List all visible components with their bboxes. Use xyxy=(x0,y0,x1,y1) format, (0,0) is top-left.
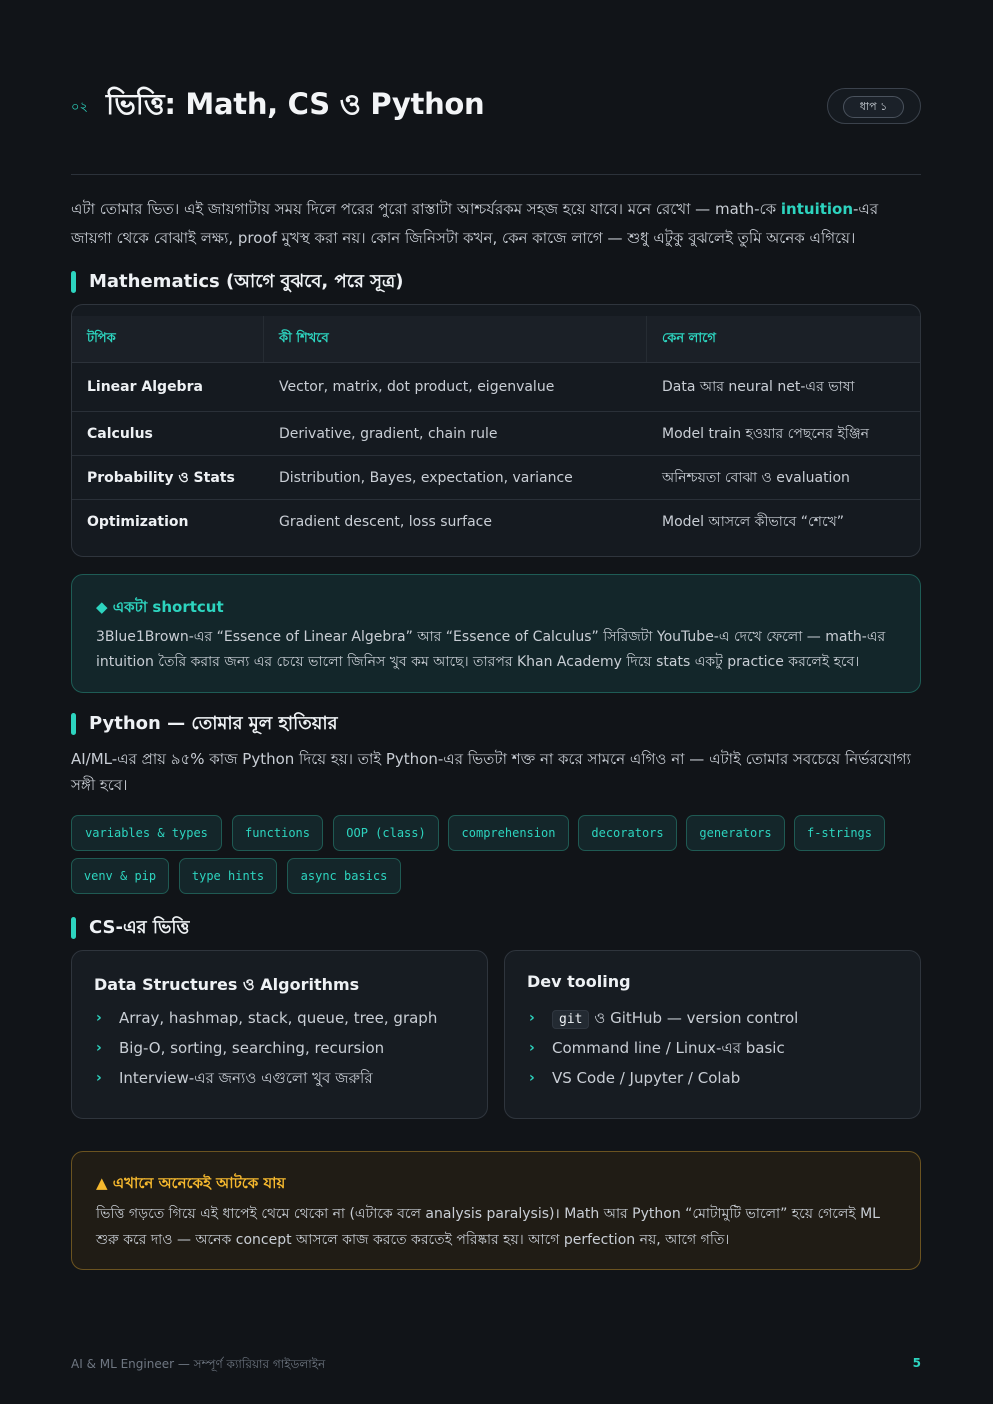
why-cell: Model আসলে কীভাবে “শেখে” xyxy=(662,514,845,530)
chevron-right-icon: › xyxy=(96,1010,102,1026)
chapter-header xyxy=(71,82,921,130)
shortcut-title: ◆ একটা shortcut xyxy=(96,598,224,616)
list-item xyxy=(94,1007,474,1037)
intro-text-before: এটা তোমার ভিত। এই জায়গাটায় সময় দিলে পরের পুরো রাস্তাটা আশ্চর্যরকম সহজ হয়ে যাবে। মনে রেখো — math-কে xyxy=(71,200,781,218)
learn-cell: Distribution, Bayes, expectation, variance xyxy=(279,469,573,486)
column-header-topic: টপিক xyxy=(72,316,264,362)
chevron-right-icon: › xyxy=(529,1070,535,1086)
table-row xyxy=(72,456,920,500)
warning-title: ▲ এখানে অনেকেই আটকে যায় xyxy=(96,1174,286,1192)
python-paragraph: AI/ML-এর প্রায় ৯৫% কাজ Python দিয়ে হয়। তাই Python-এর ভিতটা শক্ত না করে সামনে এগিও না — এটাই তোমার সবচেয়ে নির্ভরযোগ্য সঙ্গী হবে। xyxy=(71,750,911,794)
python-heading: Python — তোমার মূল হাতিয়ার xyxy=(71,712,338,736)
topic-cell: Probability ও Stats xyxy=(87,469,235,486)
chapter-number: ০২ xyxy=(71,100,88,115)
stage-label: ধাপ ১ xyxy=(843,96,904,118)
topic-cell: Linear Algebra xyxy=(87,379,203,395)
list-item xyxy=(527,1037,907,1067)
git-code: git xyxy=(552,1010,589,1029)
chevron-right-icon: › xyxy=(96,1070,102,1086)
dev-list xyxy=(527,1007,907,1097)
learn-cell: Derivative, gradient, chain rule xyxy=(279,425,498,442)
chapter-title: ভিত্তি: Math, CS ও Python xyxy=(106,87,485,121)
stage-badge xyxy=(827,88,921,124)
chevron-right-icon: › xyxy=(96,1040,102,1056)
list-item-text: ও GitHub — version control xyxy=(594,1009,799,1027)
math-table xyxy=(71,304,921,557)
topic-chip: venv & pip xyxy=(71,858,169,894)
column-header-why: কেন লাগে xyxy=(662,330,716,346)
intro-text-after: -এর জায়গা থেকে বোঝাই লক্ষ্য, proof মুখস্থ করা নয়। কোন জিনিসটা কখন, কেন কাজে লাগে — শুধু এটুকু বুঝলেই তুমি অনেক এগিয়ে। xyxy=(71,200,879,247)
page xyxy=(71,0,921,1404)
topic-chip: type hints xyxy=(179,858,277,894)
dev-card-title: Dev tooling xyxy=(527,972,631,991)
topic-chip: f-strings xyxy=(794,815,885,851)
dsa-card-title: Data Structures ও Algorithms xyxy=(94,975,360,994)
intro-highlight: intuition xyxy=(780,200,854,218)
math-heading: Mathematics (আগে বুঝবে, পরে সূত্র) xyxy=(71,270,404,294)
learn-cell: Vector, matrix, dot product, eigenvalue xyxy=(279,379,555,395)
intro-paragraph xyxy=(71,195,921,253)
cs-heading: CS-এর ভিত্তি xyxy=(71,916,189,940)
topic-chip: generators xyxy=(686,815,785,851)
topic-chip: async basics xyxy=(287,858,401,894)
shortcut-body: 3Blue1Brown-এর “Essence of Linear Algebra” আর “Essence of Calculus” সিরিজটা YouTube-এ দেখে ফেলো — math-এর intuition তৈরি করার জন্য এর চেয়ে ভালো জিনিস খুব কম আছে। তারপর Khan Academy দিয়ে stats একটু practice করলেই হবে। xyxy=(96,629,886,670)
topic-chip: OOP (class) xyxy=(333,815,439,851)
list-item-text: VS Code / Jupyter / Colab xyxy=(552,1069,741,1087)
topic-cell: Calculus xyxy=(87,425,153,442)
topic-chip: functions xyxy=(232,815,323,851)
chevron-right-icon: › xyxy=(529,1010,535,1026)
why-cell: Model train হওয়ার পেছনের ইঞ্জিন xyxy=(662,425,870,442)
topic-chip: variables & types xyxy=(71,815,222,851)
dev-tooling-card xyxy=(504,950,921,1119)
list-item xyxy=(527,1007,907,1037)
topic-cell: Optimization xyxy=(87,514,189,530)
column-header-learn: কী শিখবে xyxy=(264,316,647,362)
list-item xyxy=(527,1067,907,1097)
why-cell: অনিশ্চয়তা বোঝা ও evaluation xyxy=(662,469,850,486)
table-row xyxy=(72,412,920,456)
header-divider xyxy=(71,174,921,175)
chevron-right-icon: › xyxy=(529,1040,535,1056)
topic-chip: decorators xyxy=(578,815,677,851)
why-cell: Data আর neural net-এর ভাষা xyxy=(662,379,855,395)
shortcut-callout xyxy=(71,574,921,693)
table-row xyxy=(72,363,920,412)
warning-body: ভিত্তি গড়তে গিয়ে এই ধাপেই থেমে থেকো না (এটাকে বলে analysis paralysis)। Math আর Python “মোটামুটি ভালো” হয়ে গেলেই ML শুরু করে দাও — অনেক concept আসলে কাজ করতে করতেই পরিষ্কার হয়। আগে perfection নয়, আগে গতি। xyxy=(96,1206,880,1248)
table-header-row xyxy=(72,316,920,363)
page-footer xyxy=(71,1356,921,1376)
list-item-text: Command line / Linux-এর basic xyxy=(552,1039,785,1057)
list-item xyxy=(94,1067,474,1097)
list-item-text: Big-O, sorting, searching, recursion xyxy=(119,1039,385,1057)
list-item-text: Interview-এর জন্যও এগুলো খুব জরুরি xyxy=(119,1069,373,1087)
learn-cell: Gradient descent, loss surface xyxy=(279,514,492,530)
topic-chip: comprehension xyxy=(448,815,569,851)
footer-text: AI & ML Engineer — সম্পূর্ণ ক্যারিয়ার গাইডলাইন xyxy=(71,1357,326,1371)
page-number: 5 xyxy=(912,1356,921,1370)
list-item-text: Array, hashmap, stack, queue, tree, graph xyxy=(119,1009,438,1027)
dsa-card xyxy=(71,950,488,1119)
list-item xyxy=(94,1037,474,1067)
dsa-list xyxy=(94,1007,474,1097)
warning-callout xyxy=(71,1151,921,1270)
table-row xyxy=(72,500,920,544)
